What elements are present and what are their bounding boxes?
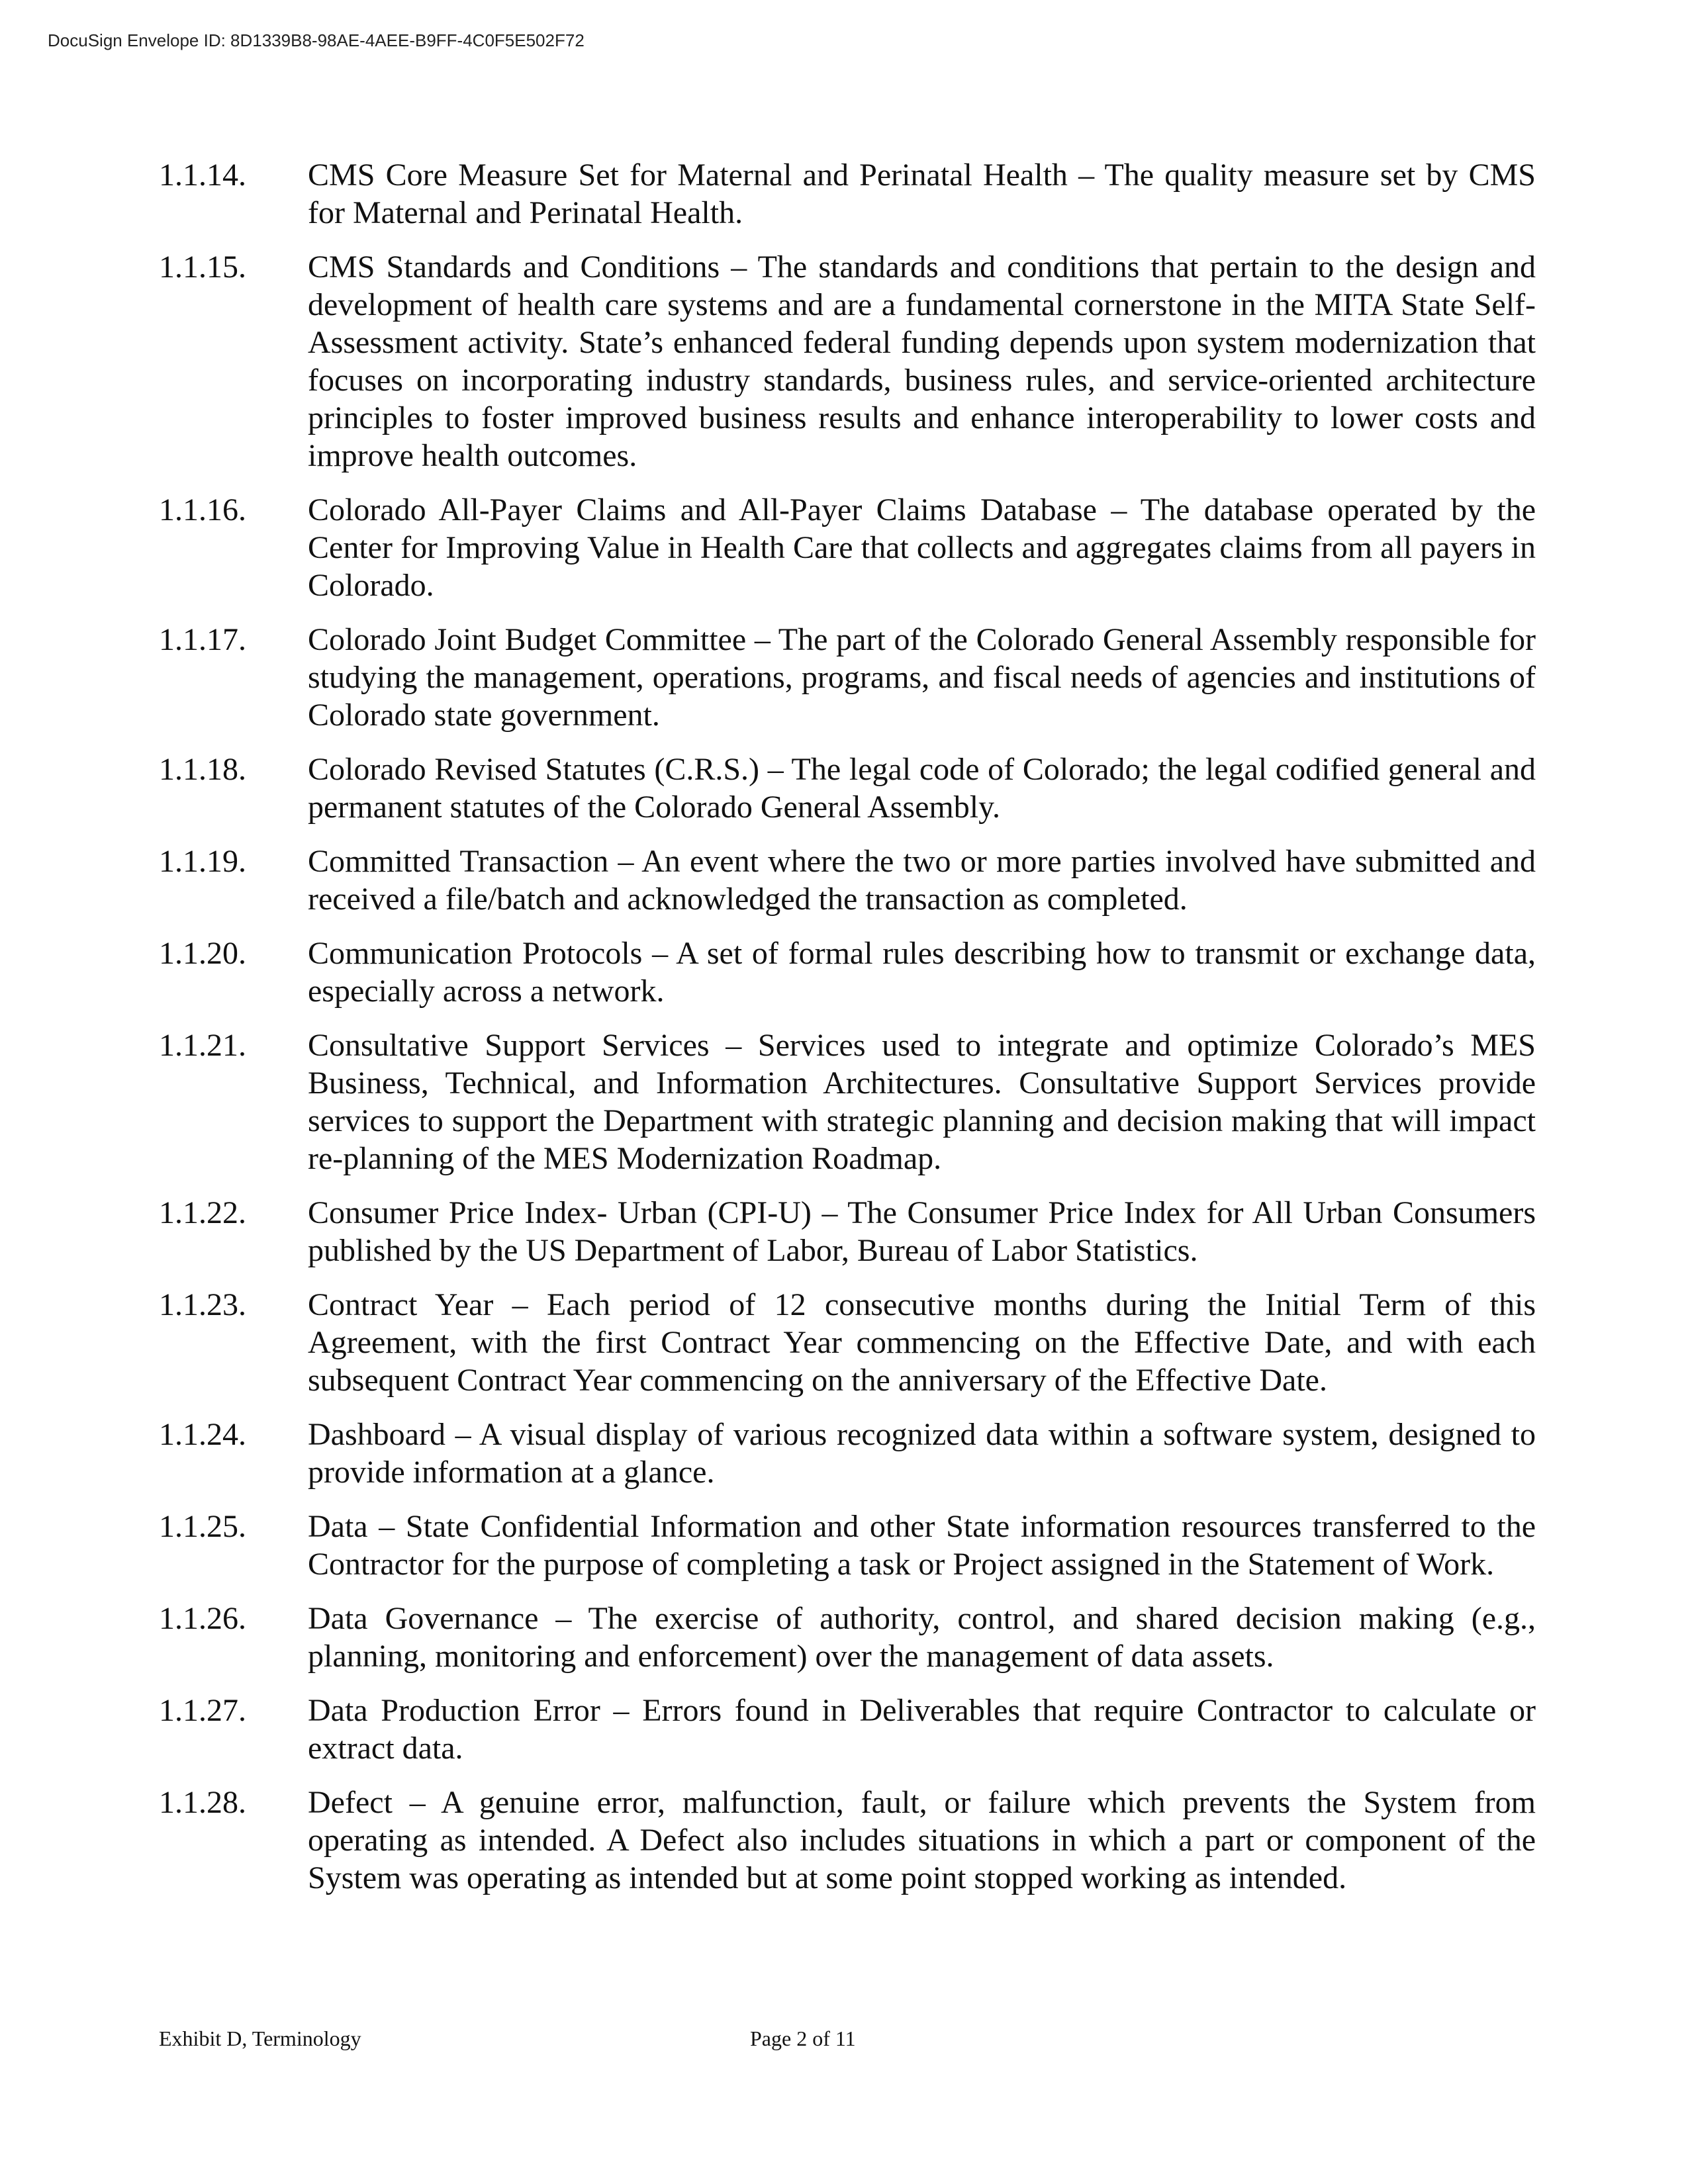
entry-text: Data – State Confidential Information and other State information resources transferred to the Contractor for the purpose of completing a task or Project assigned in the Statement of Work. [308, 1509, 1536, 1582]
definition-entry [159, 248, 1536, 475]
entry-text: Colorado Revised Statutes (C.R.S.) – The legal code of Colorado; the legal codified general and permanent statutes of the Colorado General Assembly. [308, 752, 1536, 825]
definition-entry [159, 1286, 1536, 1399]
entry-number: 1.1.19. [159, 844, 246, 879]
entry-number: 1.1.27. [159, 1693, 246, 1728]
entry-text: Contract Year – Each period of 12 consecutive months during the Initial Term of this Agreement, with the first Contract Year commencing on the Effective Date, and with each subsequent Contract Year commencing on the anniversary of the Effective Date. [308, 1287, 1536, 1398]
entry-number: 1.1.18. [159, 752, 246, 787]
definition-entry [159, 1026, 1536, 1177]
definition-entry [159, 934, 1536, 1010]
entry-text: CMS Standards and Conditions – The standards and conditions that pertain to the design and development of health care systems and are a fundamental cornerstone in the MITA State Self-Assessment activity. State’s enhanced federal funding depends upon system modernization that focuses on incorporating industry standards, business rules, and service-oriented architecture principles to foster improved business results and enhance interoperability to lower costs and improve health outcomes. [308, 250, 1536, 473]
entry-text: Colorado All-Payer Claims and All-Payer Claims Database – The database operated by the Center for Improving Value in Health Care that collects and aggregates claims from all payers in Colorado. [308, 492, 1536, 603]
entry-text: Data Production Error – Errors found in Deliverables that require Contractor to calculate or extract data. [308, 1693, 1536, 1766]
entry-number: 1.1.26. [159, 1601, 246, 1636]
entry-number: 1.1.17. [159, 622, 246, 657]
entry-number: 1.1.20. [159, 936, 246, 971]
entry-number: 1.1.15. [159, 250, 246, 285]
entry-text: Colorado Joint Budget Committee – The part of the Colorado General Assembly responsible for studying the management, operations, programs, and fiscal needs of agencies and institutions of Colorado state government. [308, 622, 1536, 733]
footer-page-number: Page 2 of 11 [750, 2026, 856, 2050]
definition-entry [159, 491, 1536, 604]
entry-number: 1.1.23. [159, 1287, 246, 1322]
entry-text: Consultative Support Services – Services used to integrate and optimize Colorado’s MES Business, Technical, and Information Architectures. Consultative Support Services provide services to support the Department with strategic planning and decision making that will impact re-planning of the MES Modernization Roadmap. [308, 1028, 1536, 1176]
docusign-envelope-id: DocuSign Envelope ID: 8D1339B8-98AE-4AEE-B9FF-4C0F5E502F72 [48, 30, 585, 50]
entry-text: Defect – A genuine error, malfunction, fault, or failure which prevents the System from operating as intended. A Defect also includes situations in which a part or component of the System was operating as intended but at some point stopped working as intended. [308, 1785, 1536, 1895]
definition-entry [159, 751, 1536, 826]
definition-entry [159, 842, 1536, 918]
entry-text: Dashboard – A visual display of various recognized data within a software system, designed to provide information at a glance. [308, 1417, 1536, 1490]
entry-text: Data Governance – The exercise of authority, control, and shared decision making (e.g., planning, monitoring and enforcement) over the management of data assets. [308, 1601, 1536, 1674]
entry-number: 1.1.21. [159, 1028, 246, 1063]
terminology-list [159, 156, 1536, 1913]
entry-text: Communication Protocols – A set of formal rules describing how to transmit or exchange data, especially across a network. [308, 936, 1536, 1009]
footer-exhibit-title: Exhibit D, Terminology [159, 2026, 361, 2050]
entry-number: 1.1.22. [159, 1195, 246, 1230]
entry-text: Committed Transaction – An event where the two or more parties involved have submitted and received a file/batch and acknowledged the transaction as completed. [308, 844, 1536, 917]
entry-number: 1.1.16. [159, 492, 246, 527]
entry-number: 1.1.25. [159, 1509, 246, 1544]
definition-entry [159, 1600, 1536, 1675]
definition-entry [159, 1692, 1536, 1767]
definition-entry [159, 1194, 1536, 1269]
definition-entry [159, 1508, 1536, 1583]
entry-number: 1.1.28. [159, 1785, 246, 1820]
entry-text: CMS Core Measure Set for Maternal and Perinatal Health – The quality measure set by CMS for Maternal and Perinatal Health. [308, 158, 1536, 230]
definition-entry [159, 156, 1536, 232]
entry-number: 1.1.24. [159, 1417, 246, 1452]
definition-entry [159, 621, 1536, 734]
entry-text: Consumer Price Index- Urban (CPI-U) – The Consumer Price Index for All Urban Consumers published by the US Department of Labor, Bureau of Labor Statistics. [308, 1195, 1536, 1268]
entry-number: 1.1.14. [159, 158, 246, 193]
definition-entry [159, 1416, 1536, 1491]
definition-entry [159, 1784, 1536, 1897]
